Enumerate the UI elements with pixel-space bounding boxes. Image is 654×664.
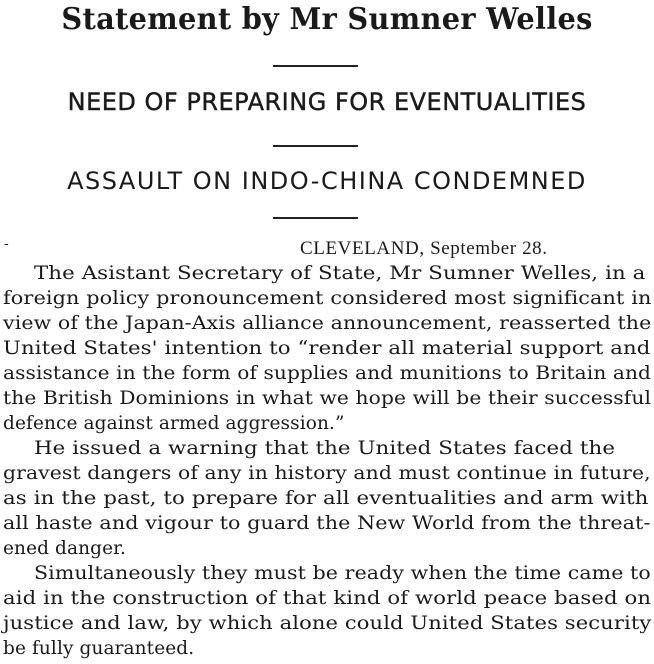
body-line: view of the Japan-Axis alliance announcement, reasserted the bbox=[3, 313, 652, 334]
subheadline-1: NEED OF PREPARING FOR EVENTUALITIES bbox=[67, 88, 587, 116]
dateline: CLEVELAND, September 28. bbox=[300, 238, 548, 259]
headline: Statement by Mr Sumner Welles bbox=[61, 2, 593, 37]
divider-rule bbox=[273, 65, 358, 67]
margin-dash: - bbox=[4, 236, 9, 252]
body-line: foreign policy pronouncement considered most significant in bbox=[3, 288, 652, 309]
body-line: the British Dominions in what we hope will be their successful bbox=[3, 388, 652, 409]
body-line: defence against armed aggression.” bbox=[3, 413, 345, 434]
body-line: Simultaneously they must be ready when the time came to bbox=[34, 563, 651, 584]
body-line: The Asistant Secretary of State, Mr Sumner Welles, in a bbox=[34, 263, 646, 284]
body-line: as in the past, to prepare for all eventualities and arm with bbox=[3, 488, 649, 509]
body-line: gravest dangers of any in history and must continue in future, bbox=[3, 463, 651, 484]
body-line: United States' intention to “render all material support and bbox=[3, 338, 651, 359]
body-line: assistance in the form of supplies and munitions to Britain and bbox=[3, 363, 652, 384]
body-line: aid in the construction of that kind of world peace based on bbox=[3, 588, 652, 609]
body-line: justice and law, by which alone could United States security bbox=[3, 613, 652, 634]
body-line: be fully guaranteed. bbox=[3, 638, 195, 659]
body-line: He issued a warning that the United States faced the bbox=[34, 438, 616, 459]
body-line: ened danger. bbox=[3, 538, 127, 559]
divider-rule bbox=[273, 145, 358, 147]
divider-rule bbox=[273, 217, 358, 219]
body-line: all haste and vigour to guard the New World from the threat- bbox=[3, 513, 651, 534]
subheadline-2: ASSAULT ON INDO-CHINA CONDEMNED bbox=[67, 167, 587, 195]
